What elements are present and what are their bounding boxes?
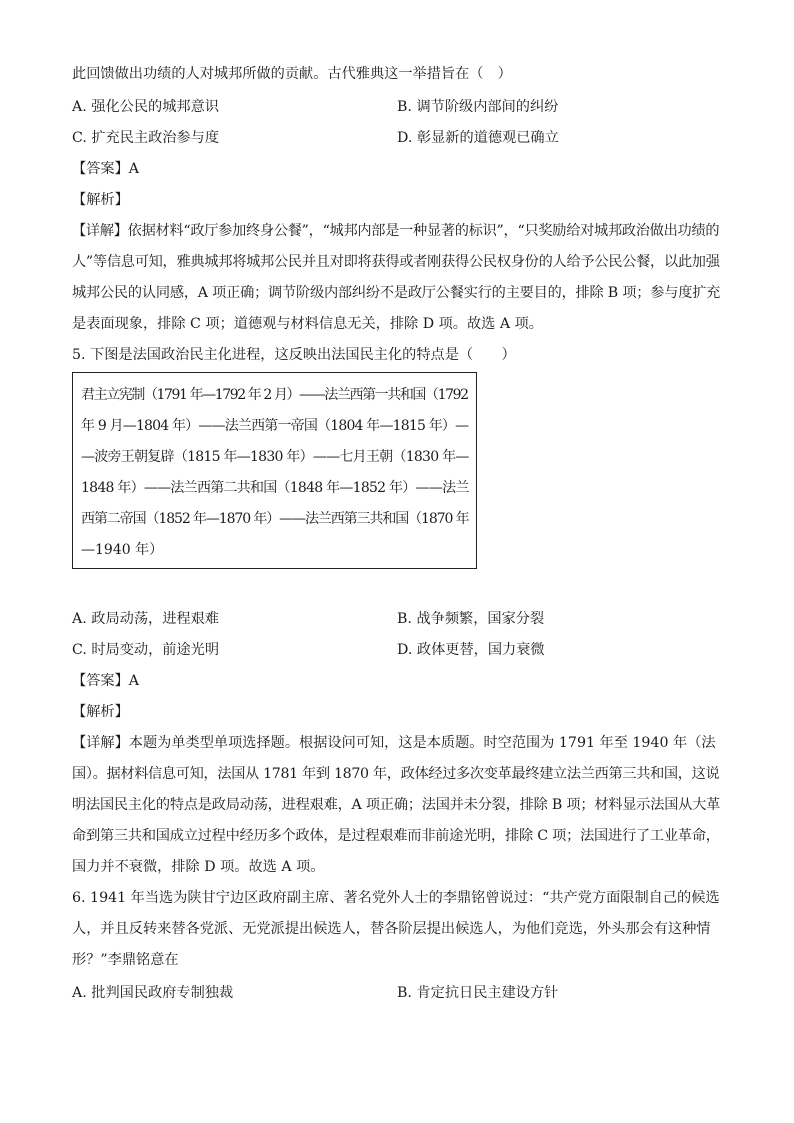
q5-option-a: A. 政局动荡，进程艰难 (72, 611, 219, 627)
q4-option-a: A. 强化公民的城邦意识 (72, 99, 219, 115)
q5-stem: 5. 下图是法国政治民主化进程，这反映出法国民主化的特点是（ ） (72, 347, 516, 363)
q4-option-c: C. 扩充民主政治参与度 (72, 130, 220, 146)
q6-stem-line-3: 形？”李鼎铭意在 (72, 952, 179, 968)
q5-box-line-6: —1940 年） (81, 542, 164, 558)
q5-detail-line-5: 国力并不衰微，排除 D 项。故选 A 项。 (72, 859, 325, 875)
q5-box-line-1: 君主立宪制（1791 年—1792 年 2 月）——法兰西第一共和国（1792 (81, 387, 468, 403)
q4-answer: 【答案】A (72, 161, 139, 177)
q4-detail-line-2: 人”等信息可知，雅典城邦将城邦公民并且对即将获得或者刚获得公民权身份的人给予公民公餐，以此加强 (72, 254, 720, 270)
q5-option-b: B. 战争频繁，国家分裂 (397, 611, 545, 627)
q5-box-line-2: 年 9 月—1804 年）——法兰西第一帝国（1804 年—1815 年）— (81, 418, 469, 434)
q6-stem-line-1: 6. 1941 年当选为陕甘宁边区政府副主席、著名党外人士的李鼎铭曾说过：“共产党方面限制自己的候选 (72, 890, 720, 906)
q6-option-a: A. 批判国民政府专制独裁 (72, 985, 234, 1001)
q4-detail-line-3: 城邦公民的认同感，A 项正确；调节阶级内部纠纷不是政厅公餐实行的主要目的，排除 B 项；参与度扩充 (72, 285, 721, 301)
q5-option-c: C. 时局变动，前途光明 (72, 642, 220, 658)
q4-option-b: B. 调节阶级内部间的纠纷 (397, 99, 559, 115)
q4-detail-line-1: 【详解】依据材料“政厅参加终身公餐”，“城邦内部是一种显著的标识”，“只奖励给对城邦政治做出功绩的 (72, 223, 720, 239)
q6-stem-line-2: 人，并且反转来替各党派、无党派提出候选人，替各阶层提出候选人，为他们竞选，外头那会有这种情 (72, 921, 711, 937)
q5-box-line-4: 1848 年）——法兰西第二共和国（1848 年—1852 年）——法兰 (81, 480, 469, 496)
q4-detail-line-4: 是表面现象，排除 C 项；道德观与材料信息无关，排除 D 项。故选 A 项。 (72, 316, 543, 332)
q5-box-line-3: —波旁王朝复辟（1815 年—1830 年）——七月王朝（1830 年— (81, 449, 469, 465)
q5-detail-line-2: 国）。据材料信息可知，法国从 1781 年到 1870 年，政体经过多次变革最终建立法兰西第三共和国，这说 (72, 766, 720, 782)
q6-option-b: B. 肯定抗日民主建设方针 (397, 985, 559, 1001)
q5-answer: 【答案】A (72, 673, 139, 689)
q5-analysis-label: 【解析】 (72, 704, 129, 720)
q5-detail-line-1: 【详解】本题为单类型单项选择题。根据设问可知，这是本质题。时空范围为 1791 年至 1940 年（法 (72, 735, 716, 751)
q4-option-d: D. 彰显新的道德观已确立 (397, 130, 559, 146)
q4-analysis-label: 【解析】 (72, 192, 129, 208)
q5-box-line-5: 西第二帝国（1852 年—1870 年）——法兰西第三共和国（1870 年 (81, 511, 469, 527)
q4-stem-tail: 此回馈做出功绩的人对城邦所做的贡献。古代雅典这一举措旨在（ ） (72, 66, 512, 82)
q5-material-box (72, 372, 477, 569)
q5-detail-line-3: 明法国民主化的特点是政局动荡，进程艰难，A 项正确；法国并未分裂，排除 B 项；材料显示法国从大革 (72, 797, 721, 813)
q5-detail-line-4: 命到第三共和国成立过程中经历多个政体，是过程艰难而非前途光明，排除 C 项；法国进行了工业革命， (72, 828, 720, 844)
q5-option-d: D. 政体更替，国力衰微 (397, 642, 545, 658)
